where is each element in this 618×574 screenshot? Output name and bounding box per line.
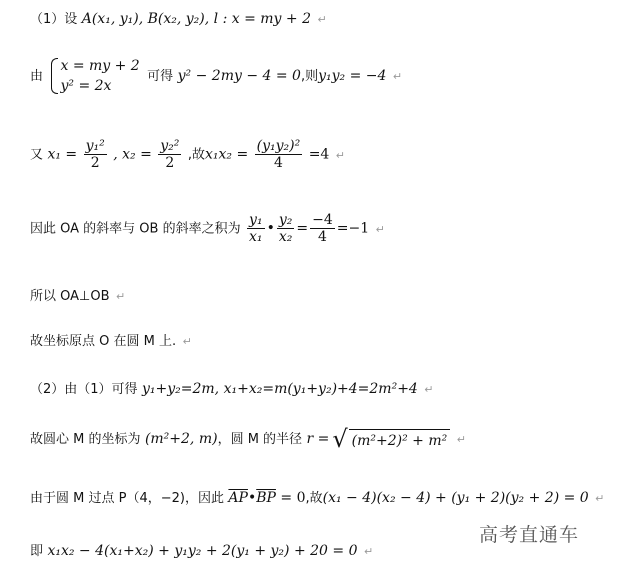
fraction-denominator: 2 xyxy=(90,155,100,171)
fraction-numerator: (y₁y₂)² xyxy=(256,138,301,154)
slope-result: =−1 xyxy=(336,220,370,237)
perpendicular-text: 所以 OA⊥OB xyxy=(30,289,110,304)
fraction-denominator: 4 xyxy=(317,229,327,245)
line-7 xyxy=(30,378,434,397)
equation-system xyxy=(51,56,139,96)
slope-text: 因此 OA 的斜率与 OB 的斜率之积为 xyxy=(30,221,241,237)
text-mid: 可得 xyxy=(147,69,174,84)
paragraph-mark: ↵ xyxy=(392,70,403,83)
equals-sign: = xyxy=(296,220,309,237)
paragraph-mark: ↵ xyxy=(595,492,605,505)
fraction-denominator: x₂ xyxy=(278,229,293,245)
formula-points-and-line: A(x₁, y₁), B(x₂, y₂), l : x = my + 2 xyxy=(81,11,311,27)
origin-on-circle-text: 故坐标原点 O 在圆 M 上. xyxy=(30,334,177,349)
formula-product-y: y₁y₂ = −4 xyxy=(318,68,387,84)
part-label: （1）设 xyxy=(30,12,78,27)
text-prefix: 即 xyxy=(30,544,44,559)
dot-operator: • xyxy=(247,490,257,506)
fraction-numerator: −4 xyxy=(312,212,333,228)
paragraph-mark: ↵ xyxy=(363,545,374,558)
line-2 xyxy=(30,56,402,96)
x1-lhs: x₁ = xyxy=(47,146,78,163)
paragraph-mark: ↵ xyxy=(317,13,327,26)
radius-text: ，圆 M 的半径 xyxy=(217,432,303,447)
fraction-slope-oa xyxy=(247,212,265,245)
text-so: ,故 xyxy=(305,491,323,506)
line-5 xyxy=(30,285,125,304)
product-lhs: x₁x₂ = xyxy=(205,146,249,163)
paragraph-mark: ↵ xyxy=(424,383,434,396)
dot-product-zero: = 0 xyxy=(280,490,306,506)
line-6 xyxy=(30,330,192,349)
vector-ap: $\overline{AP}$ xyxy=(228,490,248,506)
fraction-denominator: 4 xyxy=(273,155,283,171)
formula-quadratic: y² − 2my − 4 = 0 xyxy=(177,68,301,84)
fraction-slope-ob xyxy=(277,212,295,245)
paragraph-mark: ↵ xyxy=(335,148,346,162)
text-then: ,则 xyxy=(300,69,319,84)
fraction-x1 xyxy=(84,138,107,171)
line-9 xyxy=(30,487,604,506)
fraction-numerator: y₂ xyxy=(278,212,293,228)
watermark: 高考直通车 xyxy=(479,524,580,546)
line-10 xyxy=(30,540,373,559)
formula-sums: y₁+y₂=2m, x₁+x₂=m(y₁+y₂)+4=2m²+4 xyxy=(142,381,418,397)
line-1 xyxy=(30,8,327,27)
text-so: ,故 xyxy=(187,147,205,163)
line-8 xyxy=(30,425,466,453)
paragraph-mark: ↵ xyxy=(182,335,192,348)
formula-radicand: (m²+2)² + m² xyxy=(349,429,451,450)
fraction-numerator: y₁ xyxy=(249,212,263,228)
vector-bp: $\overline{BP}$ xyxy=(256,490,276,506)
fraction-denominator: 2 xyxy=(165,155,175,171)
text-prefix: 由 xyxy=(30,69,44,84)
paragraph-mark: ↵ xyxy=(115,290,126,303)
fraction-numerator: y₂² xyxy=(160,138,180,154)
system-equation-2: y² = 2x xyxy=(60,78,112,94)
formula-final: x₁x₂ − 4(x₁+x₂) + y₁y₂ + 2(y₁ + y₂) + 20 = 0 xyxy=(47,543,358,559)
paragraph-mark: ↵ xyxy=(375,222,385,236)
fraction-denominator: x₁ xyxy=(249,229,263,245)
x2-lhs: , x₂ = xyxy=(113,146,152,163)
fraction-value xyxy=(310,212,335,245)
fraction-x2 xyxy=(158,138,181,171)
text-prefix: 又 xyxy=(30,147,44,163)
radius-lhs: r = xyxy=(306,431,330,447)
product-result: =4 xyxy=(308,146,330,163)
center-text: 故圆心 M 的坐标为 xyxy=(30,432,141,447)
fraction-numerator: y₁² xyxy=(85,138,105,154)
point-p-text: 由于圆 M 过点 P（4，−2)，因此 xyxy=(30,491,224,506)
formula-expanded: (x₁ − 4)(x₂ − 4) + (y₁ + 2)(y₂ + 2) = 0 xyxy=(322,490,589,506)
radical-sign: √ xyxy=(332,425,348,453)
formula-center: (m²+2, m) xyxy=(144,431,218,447)
paragraph-mark: ↵ xyxy=(456,433,466,446)
line-4 xyxy=(30,212,385,245)
dot-operator: • xyxy=(266,220,275,237)
system-equation-1: x = my + 2 xyxy=(60,58,140,74)
part-2-prefix: （2）由（1）可得 xyxy=(30,382,138,397)
fraction-product xyxy=(255,138,303,171)
line-3 xyxy=(30,138,345,171)
